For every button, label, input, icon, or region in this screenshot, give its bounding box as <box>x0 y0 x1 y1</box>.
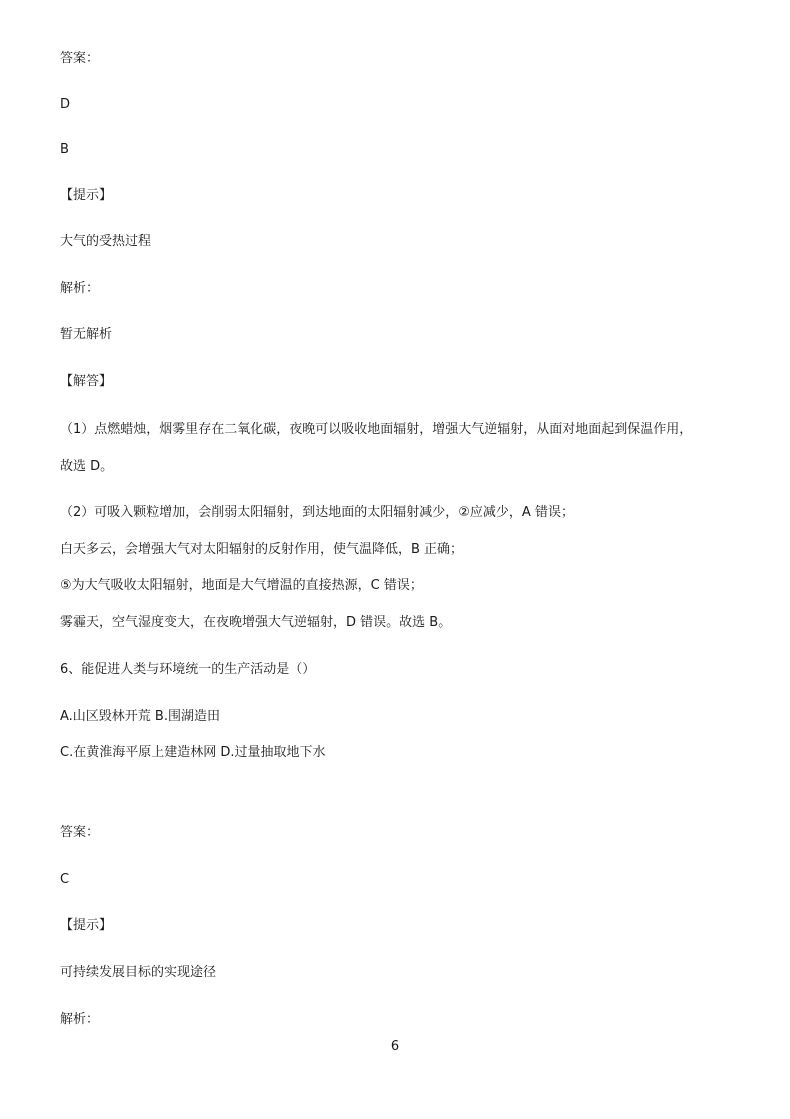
question-6: 6、能促进人类与环境统一的生产活动是（） <box>60 662 316 677</box>
answer-label: 答案： <box>60 51 100 66</box>
solution-paragraph-1: （1）点燃蜡烛，烟雾里存在二氧化碳，夜晚可以吸收地面辐射，增强大气逆辐射，从面对地面起到保温作用， <box>60 422 693 437</box>
solution-paragraph-5: 雾霾天，空气湿度变大，在夜晚增强大气逆辐射，D 错误。故选 B。 <box>60 615 452 630</box>
question-6-options-ab: A.山区毁林开荒 B.围湖造田 <box>60 709 220 724</box>
question-6-options-cd: C.在黄淮海平原上建造林网 D.过量抽取地下水 <box>60 745 326 760</box>
answer-value-d: D <box>60 97 71 112</box>
solution-paragraph-1-end: 故选 D。 <box>60 459 114 474</box>
page-number: 6 <box>390 1039 400 1054</box>
answer-value-c: C <box>60 872 70 887</box>
solution-paragraph-3: 白天多云，会增强大气对太阳辐射的反射作用，使气温降低，B 正确； <box>60 542 464 557</box>
answer-label-2: 答案： <box>60 825 100 840</box>
solution-heading: 【解答】 <box>60 374 113 389</box>
answer-value-b: B <box>60 142 69 157</box>
hint-text-2: 可持续发展目标的实现途径 <box>60 965 217 980</box>
hint-text: 大气的受热过程 <box>60 234 152 249</box>
solution-paragraph-2: （2）可吸入颗粒增加，会削弱太阳辐射，到达地面的太阳辐射减少，②应减少，A 错误； <box>60 505 574 520</box>
analysis-label: 解析： <box>60 281 100 296</box>
analysis-label-2: 解析： <box>60 1012 100 1027</box>
hint-heading: 【提示】 <box>60 188 113 203</box>
hint-heading-2: 【提示】 <box>60 918 113 933</box>
analysis-text: 暂无解析 <box>60 327 113 342</box>
solution-paragraph-4: ⑤为大气吸收太阳辐射，地面是大气增温的直接热源，C 错误； <box>60 578 423 593</box>
